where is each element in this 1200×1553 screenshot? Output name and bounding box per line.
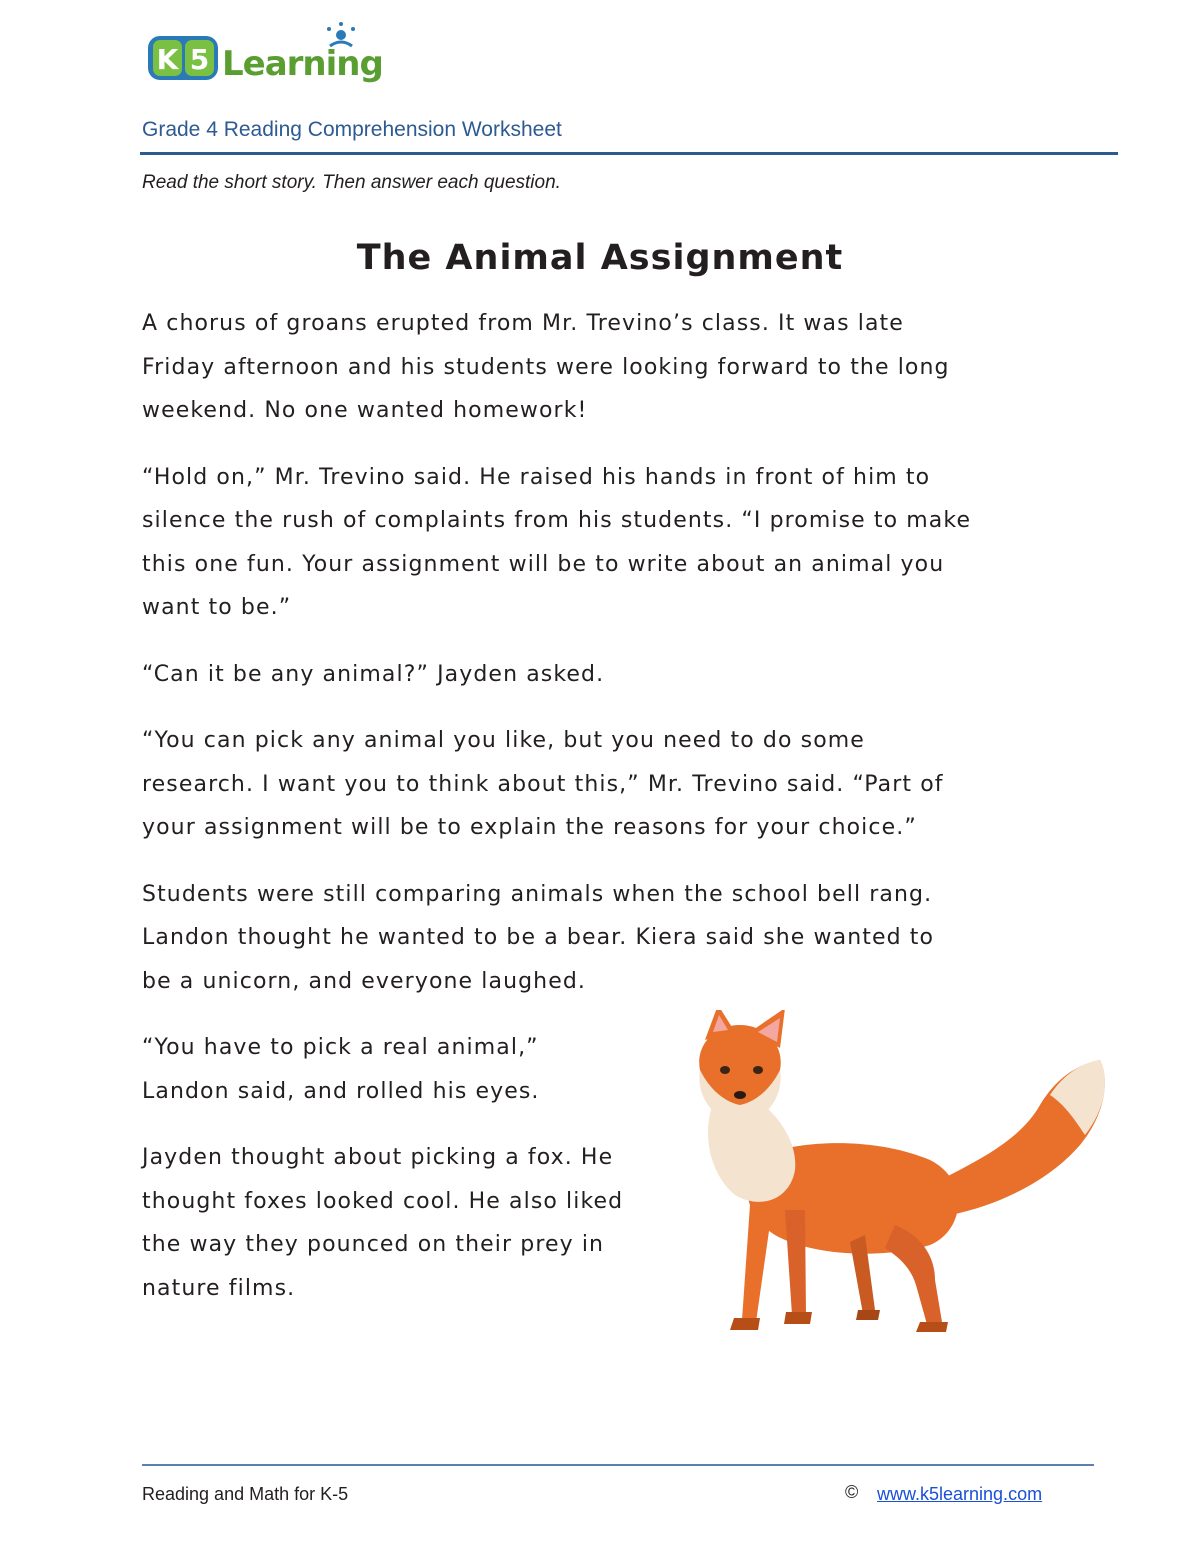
story-line: thought foxes looked cool. He also liked — [142, 1188, 624, 1214]
k5-learning-logo — [148, 22, 398, 90]
story-paragraph — [142, 302, 1042, 433]
story-title: The Animal Assignment — [356, 238, 844, 278]
instructions: Read the short story. Then answer each question. — [142, 172, 561, 193]
story-paragraph — [142, 719, 1042, 850]
story-line: “You have to pick a real animal,” — [142, 1035, 539, 1060]
story-line: research. I want you to think about this,” Mr. Trevino said. “Part of — [142, 771, 944, 797]
story-line: “Hold on,” Mr. Trevino said. He raised his hands in front of him to — [142, 464, 931, 490]
story-line: want to be.” — [142, 595, 292, 620]
story-line: the way they pounced on their prey in — [142, 1232, 605, 1257]
copyright-symbol: © — [845, 1482, 859, 1502]
story-paragraph — [142, 456, 1042, 630]
story-line: your assignment will be to explain the reasons for your choice.” — [142, 815, 917, 840]
story-line: Jayden thought about picking a fox. He — [142, 1145, 614, 1170]
story-line: be a unicorn, and everyone laughed. — [142, 968, 587, 994]
story-line: nature films. — [142, 1275, 296, 1301]
footer-divider — [142, 1464, 1094, 1466]
svg-text:5: 5 — [189, 43, 210, 76]
story-paragraph — [142, 873, 1042, 1004]
header-divider — [140, 152, 1118, 155]
story-line: A chorus of groans erupted from Mr. Trevino’s class. It was late — [142, 311, 904, 336]
footer-tagline: Reading and Math for K-5 — [142, 1484, 349, 1504]
story-line: weekend. No one wanted homework! — [142, 398, 588, 423]
fox-illustration — [680, 1010, 1120, 1350]
story-line: Landon thought he wanted to be a bear. Kiera said she wanted to — [142, 925, 935, 950]
worksheet-subtitle: Grade 4 Reading Comprehension Worksheet — [142, 118, 562, 141]
story-line: silence the rush of complaints from his students. “I promise to make — [142, 508, 972, 533]
story-line: Landon said, and rolled his eyes. — [142, 1078, 540, 1104]
story-line: “You can pick any animal you like, but you need to do some — [142, 728, 865, 753]
website-link[interactable]: www.k5learning.com — [877, 1484, 1043, 1504]
svg-text:Learning: Learning — [222, 44, 383, 84]
story-paragraph — [142, 653, 1042, 697]
story-line: this one fun. Your assignment will be to write about an animal you — [142, 551, 945, 577]
story-line: Friday afternoon and his students were looking forward to the long — [142, 354, 950, 380]
story-line: “Can it be any animal?” Jayden asked. — [142, 661, 605, 687]
story-line: Students were still comparing animals when the school bell rang. — [142, 881, 933, 907]
svg-text:K: K — [156, 43, 179, 76]
